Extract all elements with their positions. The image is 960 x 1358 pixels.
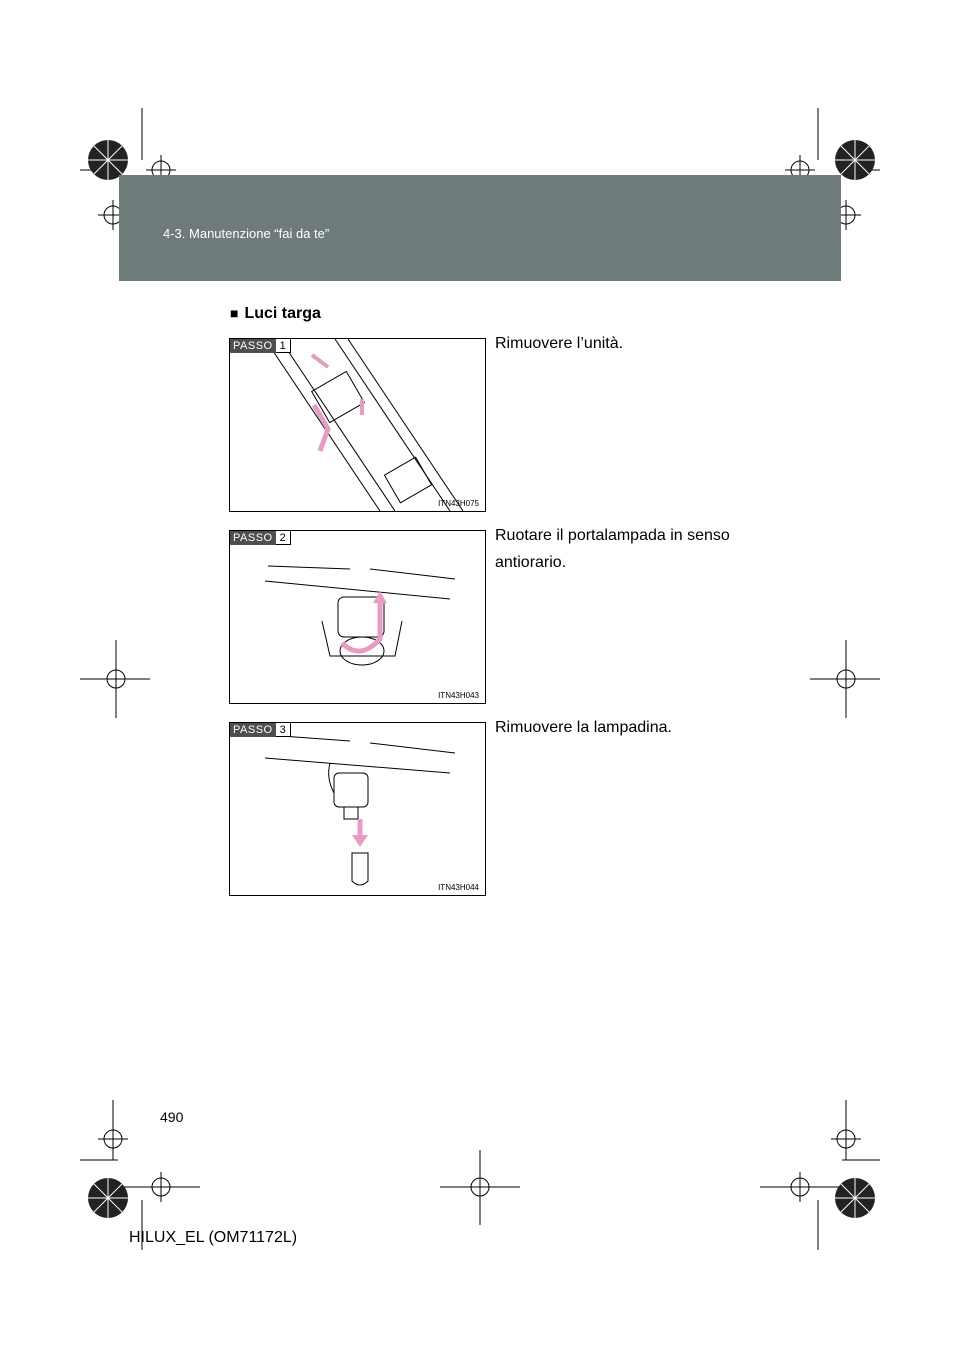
book-info-line: HILUX_EL.book Page 490 Wednesday, March 23, 2011 3:30 PM: [182, 166, 519, 177]
license-light-unit-illustration: [230, 339, 485, 511]
square-bullet-icon: ■: [230, 305, 239, 321]
section-title: 4-3. Manutenzione “fai da te”: [163, 226, 330, 241]
step-2-text: Ruotare il portalampada in senso antiorario.: [495, 527, 730, 571]
image-code: ITN43H044: [438, 883, 479, 892]
image-code: ITN43H075: [438, 499, 479, 508]
step-badge: PASSO 3: [230, 723, 291, 737]
step-3-figure: [229, 722, 486, 896]
step-3-text: Rimuovere la lampadina.: [495, 719, 672, 736]
step-1-figure: [229, 338, 486, 512]
image-code: ITN43H043: [438, 691, 479, 700]
step-2-figure: [229, 530, 486, 704]
page-number: 490: [160, 1109, 184, 1125]
footer-model-code: HILUX_EL (OM71172L): [129, 1229, 298, 1246]
subsection-heading: [230, 305, 321, 323]
step-badge: PASSO 1: [230, 339, 291, 353]
heading-title: Luci targa: [244, 305, 321, 322]
lamp-holder-rotate-illustration: [230, 531, 485, 703]
step-1-text: Rimuovere l’unità.: [495, 335, 624, 352]
bulb-removal-illustration: [230, 723, 485, 895]
step-badge: PASSO 2: [230, 531, 291, 545]
